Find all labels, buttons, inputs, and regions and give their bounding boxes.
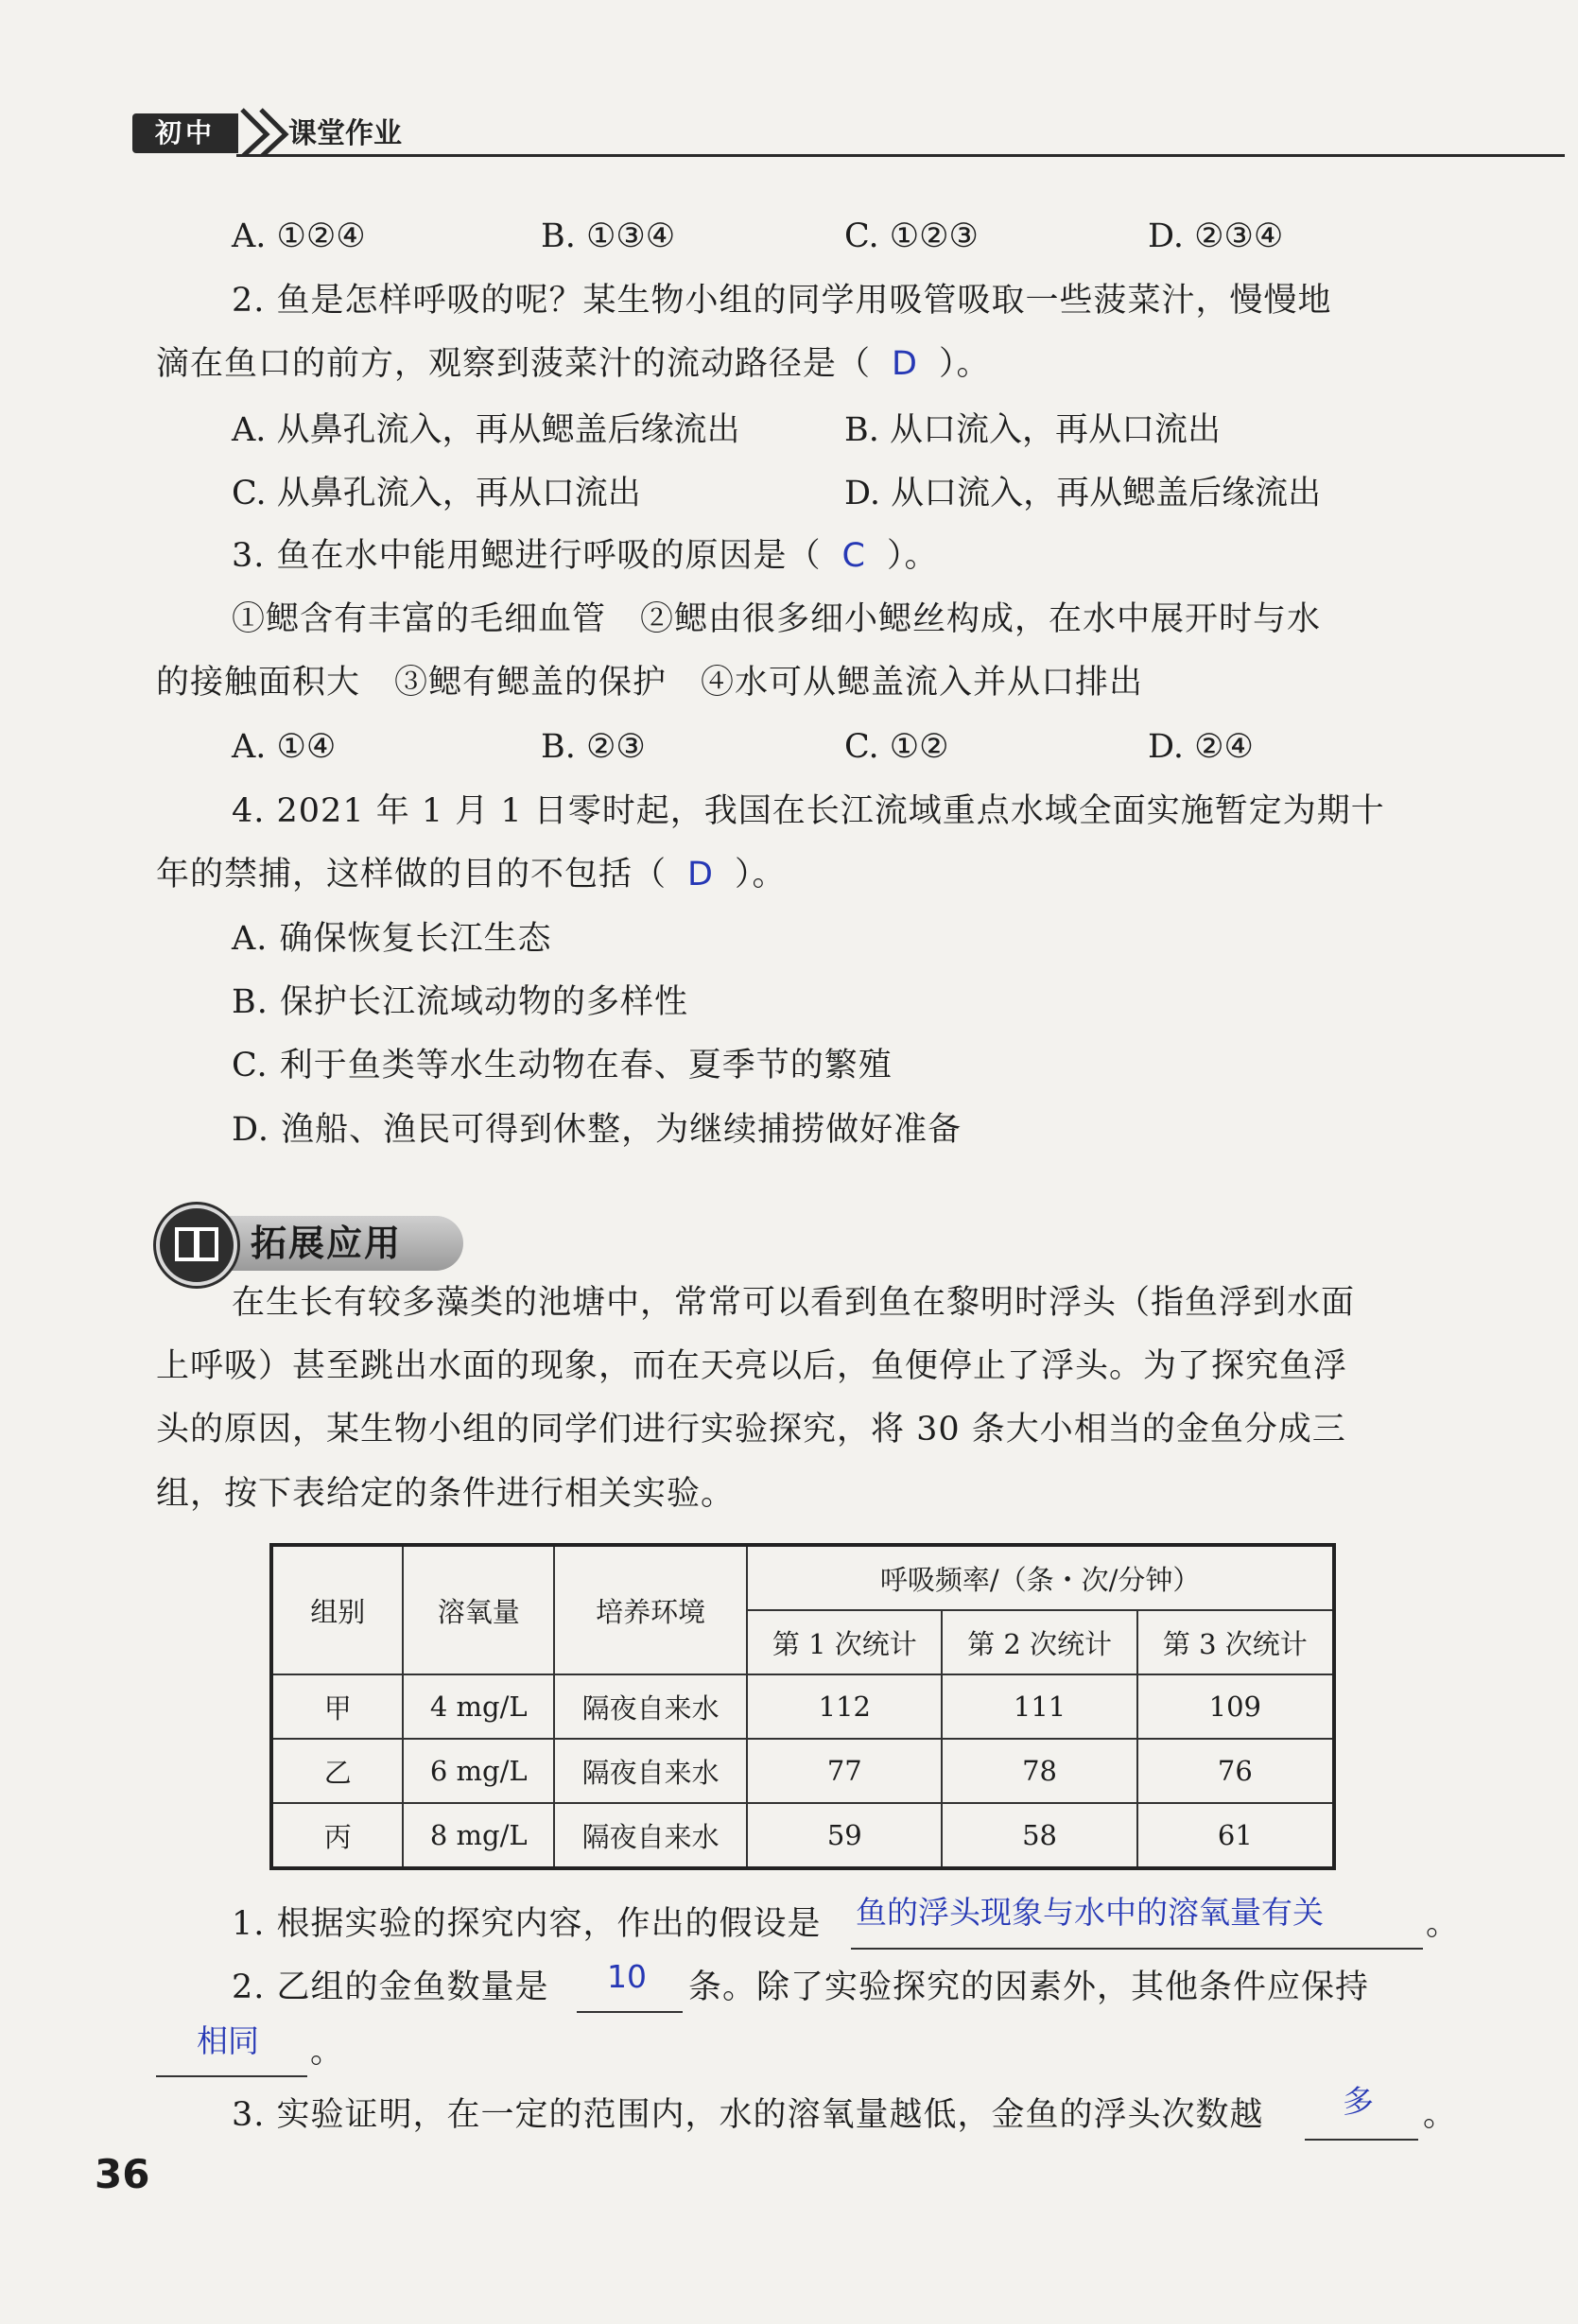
- header-breath-frequency: 呼吸频率/（条・次/分钟）: [747, 1545, 1334, 1610]
- header-count-2: 第 2 次统计: [942, 1610, 1136, 1674]
- header-rule: [236, 154, 1565, 157]
- book-icon: [173, 1223, 220, 1265]
- q2-stem-line1: 2. 鱼是怎样呼吸的呢？某生物小组的同学用吸管吸取一些菠菜汁，慢慢地: [232, 282, 1332, 320]
- q3-option-a: A. ①④: [232, 728, 337, 766]
- cell-environment: 隔夜自来水: [554, 1739, 747, 1803]
- page-header: [132, 102, 1428, 159]
- q1-option-a: A. ①②④: [232, 217, 366, 255]
- cell-count-1: 59: [747, 1803, 942, 1868]
- passage-line-2: 上呼吸）甚至跳出水面的现象，而在天亮以后，鱼便停止了浮头。为了探究鱼浮: [156, 1347, 1348, 1385]
- q1-option-b: B. ①③④: [541, 217, 676, 255]
- fill-q3-text: 3. 实验证明，在一定的范围内，水的溶氧量越低，金鱼的浮头次数越: [232, 2096, 1264, 2134]
- experiment-table: [269, 1543, 1336, 1870]
- passage-line-1: 在生长有较多藻类的池塘中，常常可以看到鱼在黎明时浮头（指鱼浮到水面: [232, 1284, 1356, 1322]
- q2-option-c: C. 从鼻孔流入，再从口流出: [232, 475, 641, 512]
- level-tag: 初中: [132, 113, 238, 153]
- q4-answer: D: [687, 856, 714, 893]
- cell-group: 乙: [271, 1739, 403, 1803]
- header-environment: 培养环境: [554, 1545, 747, 1674]
- cell-count-2: 58: [942, 1803, 1136, 1868]
- q4-option-d: D. 渔船、渔民可得到休整，为继续捕捞做好准备: [232, 1111, 962, 1149]
- header-count-1: 第 1 次统计: [747, 1610, 942, 1674]
- q3-stem-line3: 的接触面积大 ③鳃有鳃盖的保护 ④水可从鳃盖流入并从口排出: [156, 664, 1144, 702]
- book-title: 课堂作业: [288, 117, 402, 150]
- cell-oxygen: 8 mg/L: [403, 1803, 554, 1868]
- q2-option-a: A. 从鼻孔流入，再从鳃盖后缘流出: [232, 411, 740, 449]
- cell-count-1: 77: [747, 1739, 942, 1803]
- fill-q2-text: 2. 乙组的金鱼数量是: [232, 1968, 549, 2006]
- q2-stem-line2: [156, 340, 990, 388]
- q1-option-c: C. ①②③: [844, 217, 979, 255]
- fill-q1-end: 。: [1426, 1905, 1461, 1943]
- section-badge-circle: [156, 1205, 237, 1286]
- fill-q1-text: 1. 根据实验的探究内容，作出的假设是: [232, 1905, 822, 1943]
- fill-q2-text-2: 条。除了实验探究的因素外，其他条件应保持: [688, 1968, 1370, 2006]
- fill-q3-end: 。: [1423, 2096, 1458, 2134]
- cell-oxygen: 6 mg/L: [403, 1739, 554, 1803]
- table-header-row: [271, 1545, 1334, 1610]
- q2-stem-end: ）。: [938, 345, 991, 383]
- cell-group: 甲: [271, 1674, 403, 1739]
- page-number: 36: [95, 2151, 150, 2197]
- q3-stem-line1: [232, 532, 939, 580]
- cell-environment: 隔夜自来水: [554, 1803, 747, 1868]
- q4-option-c: C. 利于鱼类等水生动物在春、夏季节的繁殖: [232, 1047, 893, 1084]
- q3-option-b: B. ②③: [541, 728, 646, 766]
- header-oxygen: 溶氧量: [403, 1545, 554, 1674]
- q4-stem-text: 年的禁捕，这样做的目的不包括（: [156, 856, 668, 893]
- fill-q2-answer: 10: [607, 1958, 647, 1995]
- table-row: [271, 1674, 1334, 1739]
- table-row: [271, 1803, 1334, 1868]
- q2-stem-text: 滴在鱼口的前方，观察到菠菜汁的流动路径是（: [156, 345, 872, 383]
- q2-answer: D: [892, 345, 918, 383]
- table-row: [271, 1739, 1334, 1803]
- cell-count-3: 61: [1137, 1803, 1334, 1868]
- fill-q2b-answer: 相同: [197, 2022, 259, 2059]
- q4-stem-line1: 4. 2021 年 1 月 1 日零时起，我国在长江流域重点水域全面实施暂定为期十: [232, 792, 1385, 830]
- cell-count-1: 112: [747, 1674, 942, 1739]
- q4-option-b: B. 保护长江流域动物的多样性: [232, 983, 688, 1021]
- q3-stem-text: 3. 鱼在水中能用鳃进行呼吸的原因是（: [232, 537, 822, 575]
- cell-count-3: 76: [1137, 1739, 1334, 1803]
- q2-option-b: B. 从口流入，再从口流出: [844, 411, 1221, 449]
- cell-oxygen: 4 mg/L: [403, 1674, 554, 1739]
- q1-option-d: D. ②③④: [1148, 217, 1284, 255]
- header-group: 组别: [271, 1545, 403, 1674]
- q3-stem-line2: ①鳃含有丰富的毛细血管 ②鳃由很多细小鳃丝构成，在水中展开时与水: [232, 600, 1322, 638]
- fill-q2b-end: 。: [310, 2033, 345, 2071]
- fill-q1-answer: 鱼的浮头现象与水中的溶氧量有关: [856, 1894, 1324, 1931]
- cell-environment: 隔夜自来水: [554, 1674, 747, 1739]
- q3-option-c: C. ①②: [844, 728, 949, 766]
- q4-option-a: A. 确保恢复长江生态: [232, 920, 552, 958]
- cell-count-3: 109: [1137, 1674, 1334, 1739]
- cell-group: 丙: [271, 1803, 403, 1868]
- section-badge: [156, 1201, 468, 1280]
- q2-option-d: D. 从口流入，再从鳃盖后缘流出: [844, 475, 1322, 512]
- fill-q3-answer: 多: [1343, 2083, 1374, 2120]
- q4-stem-end: ）。: [734, 856, 787, 893]
- section-title: 拓展应用: [251, 1223, 403, 1264]
- cell-count-2: 111: [942, 1674, 1136, 1739]
- q3-option-d: D. ②④: [1148, 728, 1254, 766]
- q4-stem-line2: [156, 851, 786, 898]
- q3-stem-end: ）。: [886, 537, 939, 575]
- header-count-3: 第 3 次统计: [1137, 1610, 1334, 1674]
- passage-line-4: 组，按下表给定的条件进行相关实验。: [156, 1475, 736, 1513]
- q3-answer: C: [841, 537, 866, 575]
- cell-count-2: 78: [942, 1739, 1136, 1803]
- passage-line-3: 头的原因，某生物小组的同学们进行实验探究，将 30 条大小相当的金鱼分成三: [156, 1411, 1346, 1448]
